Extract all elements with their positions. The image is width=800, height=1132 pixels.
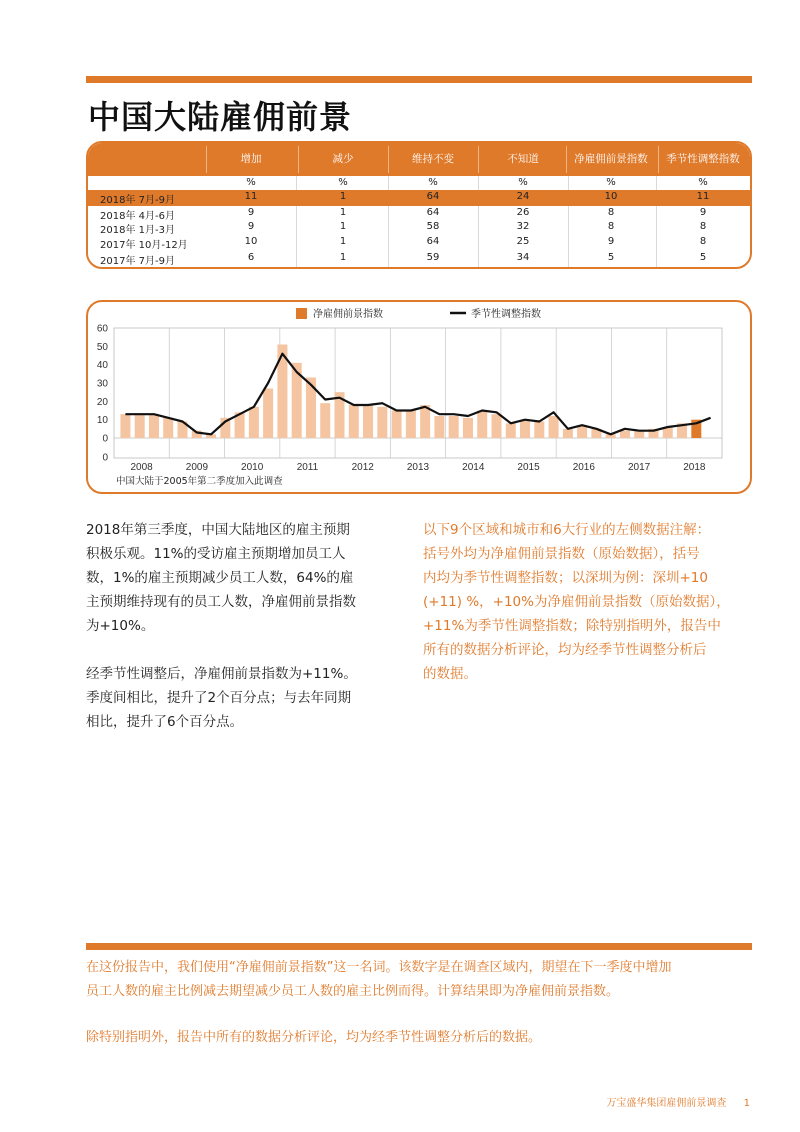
page-number: 1	[743, 1098, 750, 1109]
row-period: 2018年 7月-9月	[100, 195, 175, 206]
table-cell: 64	[426, 191, 440, 202]
table-header	[88, 143, 750, 176]
table-cell: 34	[516, 252, 530, 263]
table-cell: 24	[516, 191, 530, 202]
y-tick-label: 30	[96, 378, 108, 390]
page-footer	[606, 1094, 750, 1109]
footer-text: 万宝盛华集团雇佣前景调查	[606, 1098, 727, 1109]
x-tick-label: 2014	[462, 462, 485, 473]
x-tick-label: 2010	[241, 462, 264, 473]
legend-bar-label: 净雇佣前景指数	[313, 309, 383, 320]
text-line: 以下9个区域和城市和6大行业的左侧数据注解：	[423, 522, 711, 538]
text-line: 员工人数的雇主比例减去期望减少员工人数的雇主比例而得。计算结果即为净雇佣前景指数。	[86, 984, 620, 999]
table-cell: 59	[426, 252, 440, 263]
chart-bar	[377, 407, 387, 438]
table-cell: 11	[696, 191, 710, 202]
chart-bar	[563, 429, 573, 438]
text-line: 季度间相比，提升了2个百分点；与去年同期	[86, 690, 352, 706]
table-cell: 1	[339, 236, 347, 247]
unit-cell: %	[338, 177, 348, 188]
x-tick-label: 2012	[351, 462, 374, 473]
y-tick-label: 40	[96, 360, 108, 372]
chart-bar	[249, 407, 259, 438]
chart-bar	[506, 423, 516, 438]
chart-bar	[392, 411, 402, 439]
table-cell: 6	[247, 252, 255, 263]
table-header-4: 净雇佣前景指数	[574, 153, 648, 165]
table-cell: 32	[516, 221, 530, 232]
chart-bar	[263, 389, 273, 439]
text-line: 除特别指明外，报告中所有的数据分析评论，均为经季节性调整分析后的数据。	[86, 1030, 542, 1045]
chart-bar	[520, 420, 530, 438]
table-cell: 9	[607, 236, 615, 247]
chart-bar	[306, 378, 316, 439]
header-separator	[206, 146, 207, 173]
text-line: 经季节性调整后，净雇佣前景指数为+11%。	[86, 666, 357, 682]
table-cell: 5	[607, 252, 615, 263]
table-cell: 1	[339, 191, 347, 202]
table-cell: 58	[426, 221, 440, 232]
bottom-accent-bar	[86, 943, 752, 950]
text-line: +11%为季节性调整指数；除特别指明外，报告中	[423, 618, 721, 634]
table-cell: 8	[607, 221, 615, 232]
table-row	[88, 190, 750, 206]
text-line: 积极乐观。11%的受访雇主预期增加员工人	[86, 546, 346, 562]
row-period: 2018年 4月-6月	[100, 211, 175, 222]
unit-cell: %	[698, 177, 708, 188]
unit-cell: %	[246, 177, 256, 188]
chart-bar	[463, 418, 473, 438]
table-cell: 1	[339, 252, 347, 263]
y-tick-label: 50	[96, 341, 108, 353]
chart-bar	[363, 405, 373, 438]
table-row	[88, 220, 750, 236]
chart-bar	[620, 431, 630, 438]
text-line: 主预期维持现有的员工人数，净雇佣前景指数	[86, 594, 356, 610]
adjusted-index-line	[125, 354, 710, 435]
row-period: 2017年 10月-12月	[100, 240, 188, 251]
table-cell: 64	[426, 207, 440, 218]
header-separator	[566, 146, 567, 173]
data-annotation-paragraph	[423, 518, 730, 686]
chart-bar	[349, 405, 359, 438]
y-tick-label: 10	[96, 415, 108, 427]
page-title: 中国大陆雇佣前景	[88, 98, 353, 136]
y-tick-label: 20	[96, 396, 108, 408]
table-cell: 9	[247, 221, 255, 232]
table-header-2: 维持不变	[412, 153, 454, 165]
header-separator	[388, 146, 389, 173]
text-line: 括号外均为净雇佣前景指数（原始数据），括号	[423, 546, 700, 562]
summary-paragraph-1	[86, 518, 356, 638]
x-tick-label: 2016	[572, 462, 595, 473]
table-cell: 11	[244, 191, 258, 202]
chart-bar	[320, 403, 330, 438]
table-cell: 10	[244, 236, 258, 247]
table-cell: 9	[699, 207, 707, 218]
header-separator	[298, 146, 299, 173]
chart-bar	[149, 414, 159, 438]
top-accent-bar	[86, 76, 752, 83]
adjustment-note	[86, 1026, 756, 1050]
table-cell: 9	[247, 207, 255, 218]
y-tick-label: 0	[102, 452, 108, 464]
chart-bar	[406, 411, 416, 439]
header-separator	[478, 146, 479, 173]
table-cell: 8	[699, 221, 707, 232]
text-line: 数，1%的雇主预期减少员工人数，64%的雇	[86, 570, 354, 586]
chart-footnote: 中国大陆于2005年第二季度加入此调查	[116, 476, 283, 487]
chart-bar	[135, 414, 145, 438]
table-unit-row	[88, 176, 750, 190]
row-period: 2018年 1月-3月	[100, 225, 175, 236]
table-row	[88, 251, 750, 267]
unit-cell: %	[428, 177, 438, 188]
chart-bar	[434, 416, 444, 438]
chart-bar	[449, 416, 459, 438]
text-line: 2018年第三季度，中国大陆地区的雇主预期	[86, 522, 350, 538]
table-header-0: 增加	[240, 153, 262, 165]
chart-bar	[120, 414, 130, 438]
row-period: 2017年 7月-9月	[100, 256, 175, 267]
table-header-5: 季节性调整指数	[666, 153, 740, 165]
header-separator	[658, 146, 659, 173]
outlook-chart	[86, 300, 752, 494]
x-tick-label: 2013	[406, 462, 430, 473]
text-line: 在这份报告中，我们使用“净雇佣前景指数”这一名词。该数字是在调查区域内，期望在下一季度中增加	[86, 960, 672, 975]
chart-bar	[420, 405, 430, 438]
text-line: 所有的数据分析评论，均为经季节性调整分析后	[423, 642, 707, 658]
chart-bar	[534, 422, 544, 439]
legend-bar-swatch	[296, 308, 307, 319]
table-cell: 10	[604, 191, 618, 202]
unit-cell: %	[606, 177, 616, 188]
x-tick-label: 2011	[296, 462, 319, 473]
unit-cell: %	[518, 177, 528, 188]
text-line: 相比，提升了6个百分点。	[86, 714, 244, 730]
table-row	[88, 235, 750, 251]
chart-bar	[163, 418, 173, 438]
chart-bar	[492, 414, 502, 438]
table-cell: 64	[426, 236, 440, 247]
chart-bar	[477, 411, 487, 439]
chart-bar	[549, 416, 559, 438]
x-tick-label: 2018	[683, 462, 706, 473]
x-tick-label: 2017	[627, 462, 651, 473]
table-cell: 8	[699, 236, 707, 247]
table-header-1: 减少	[332, 153, 354, 165]
definition-note	[86, 956, 756, 1004]
table-cell: 1	[339, 207, 347, 218]
table-cell: 26	[516, 207, 530, 218]
x-tick-label: 2015	[517, 462, 540, 473]
summary-paragraph-2	[86, 662, 357, 734]
table-header-3: 不知道	[507, 153, 539, 165]
table-cell: 1	[339, 221, 347, 232]
x-tick-label: 2008	[130, 462, 153, 473]
x-tick-label: 2009	[185, 462, 209, 473]
plot-frame	[114, 328, 722, 458]
table-cell: 25	[516, 236, 530, 247]
legend-line-label: 季节性调整指数	[471, 309, 541, 320]
outlook-table	[86, 141, 752, 269]
table-cell: 5	[699, 252, 707, 263]
text-line: 内均为季节性调整指数；以深圳为例：深圳+10	[423, 570, 708, 586]
text-line: (+11) %，+10%为净雇佣前景指数（原始数据），	[423, 594, 730, 610]
text-line: 为+10%。	[86, 618, 155, 634]
table-cell: 8	[607, 207, 615, 218]
y-tick-label: 60	[96, 323, 108, 335]
text-line: 的数据。	[423, 666, 477, 682]
y-tick-label: 0	[102, 433, 108, 445]
